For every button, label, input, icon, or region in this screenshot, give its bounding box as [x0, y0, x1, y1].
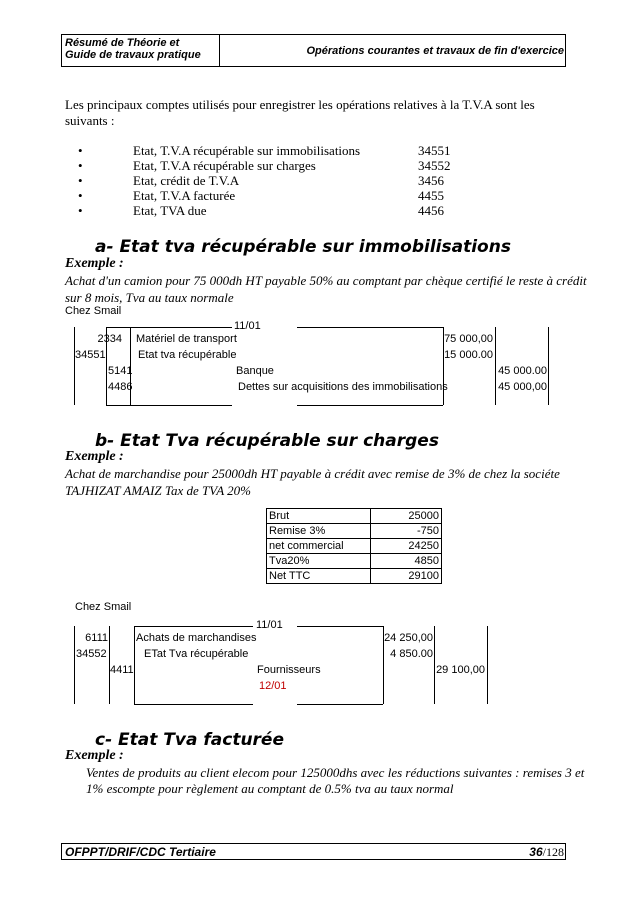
journal-b-company: Chez Smail — [75, 601, 132, 613]
journal-b-label: Fournisseurs — [257, 664, 321, 676]
section-c-text1: Ventes de produits au client elecom pour 125000dhs avec les réductions suivantes : remises 3 et — [86, 765, 585, 780]
intro-line2: suivants : — [65, 113, 115, 128]
account-label: Etat, crédit de T.V.A — [133, 173, 240, 188]
header-left — [65, 37, 201, 61]
account-label: Etat, TVA due — [133, 203, 207, 218]
calc-label: Remise 3% — [267, 524, 371, 539]
bullet: • — [78, 143, 83, 158]
intro-line1: Les principaux comptes utilisés pour enregistrer les opérations relatives à la T.V.A sont les — [65, 97, 535, 112]
calc-table — [266, 508, 442, 584]
journal-a-credit: 45 000.00 — [498, 365, 547, 377]
header-divider — [219, 34, 220, 67]
journal-a-acc: 5141 — [108, 365, 133, 377]
account-code: 4455 — [418, 188, 444, 203]
table-row — [267, 524, 442, 539]
journal-b-credit: 29 100,00 — [436, 664, 485, 676]
journal-a-acc: 34551 — [75, 349, 106, 361]
table-row — [267, 569, 442, 584]
account-code: 3456 — [418, 173, 444, 188]
journal-a-debit: 75 000,00 — [444, 333, 493, 345]
section-c-text2: 1% escompte pour règlement au comptant de 0.5% tva au taux normal — [86, 781, 454, 796]
bullet: • — [78, 158, 83, 173]
journal-a-date: 11/01 — [234, 320, 261, 332]
journal-a-col — [548, 327, 549, 405]
journal-b-label: Achats de marchandises — [136, 632, 257, 644]
section-c-title: c- Etat Tva facturée — [95, 730, 284, 750]
page-current: 36 — [529, 845, 543, 859]
journal-a-label: Matériel de transport — [136, 333, 237, 345]
journal-a-credit: 45 000,00 — [498, 381, 547, 393]
section-a-exemple: Exemple : — [65, 256, 124, 271]
header-left-line1: Résumé de Théorie et — [65, 37, 180, 49]
table-row — [267, 554, 442, 569]
table-row — [267, 539, 442, 554]
section-b-title: b- Etat Tva récupérable sur charges — [95, 431, 439, 451]
journal-b-topline-left — [134, 626, 253, 627]
journal-a-label: Etat tva récupérable — [138, 349, 237, 361]
calc-value: 25000 — [371, 509, 442, 524]
journal-a-label: Banque — [236, 365, 274, 377]
table-row — [267, 509, 442, 524]
account-label: Etat, T.V.A facturée — [133, 188, 236, 203]
section-a-title: a- Etat tva récupérable sur immobilisations — [95, 237, 511, 257]
journal-a-acc: 2334 — [97, 333, 122, 345]
journal-b-col — [487, 626, 488, 704]
account-code: 34552 — [418, 158, 451, 173]
journal-b-debit: 4 850.00 — [390, 648, 433, 660]
calc-value: 29100 — [371, 569, 442, 584]
journal-b-bottomline-left — [134, 704, 253, 705]
header-left-line2: Guide de travaux pratique — [65, 49, 201, 61]
section-c-exemple: Exemple : — [65, 748, 124, 763]
journal-b-col — [134, 626, 135, 704]
journal-b-acc: 4411 — [110, 664, 134, 676]
calc-label: Tva20% — [267, 554, 371, 569]
journal-b-acc: 34552 — [76, 648, 107, 660]
footer-left: OFPPT/DRIF/CDC Tertiaire — [65, 845, 216, 859]
calc-value: -750 — [371, 524, 442, 539]
calc-label: Net TTC — [267, 569, 371, 584]
page-number — [440, 845, 564, 860]
journal-b-date: 11/01 — [256, 619, 283, 631]
calc-value: 4850 — [371, 554, 442, 569]
journal-a-bottomline-left — [106, 405, 232, 406]
bullet: • — [78, 188, 83, 203]
journal-a-bottomline-right — [297, 405, 443, 406]
account-code: 34551 — [418, 143, 451, 158]
section-b-text2: TAJHIZAT AMAIZ Tax de TVA 20% — [65, 483, 251, 498]
journal-b-next-date: 12/01 — [259, 680, 287, 692]
journal-b-label: ETat Tva récupérable — [144, 648, 249, 660]
journal-a-topline-right — [297, 327, 443, 328]
section-a-text2: sur 8 mois, Tva au taux normale — [65, 290, 234, 305]
journal-a-acc: 4486 — [108, 381, 133, 393]
section-a-text1: Achat d'un camion pour 75 000dh HT payable 50% au comptant par chèque certifié le reste à crédit — [65, 273, 587, 288]
journal-a-debit: 15 000.00 — [444, 349, 493, 361]
calc-value: 24250 — [371, 539, 442, 554]
journal-a-company: Chez Smail — [65, 305, 122, 317]
page-total: /128 — [542, 845, 564, 859]
journal-b-debit: 24 250,00 — [384, 632, 433, 644]
account-label: Etat, T.V.A récupérable sur charges — [133, 158, 316, 173]
bullet: • — [78, 173, 83, 188]
journal-b-topline-right — [297, 626, 383, 627]
journal-b-bottomline-right — [297, 704, 383, 705]
calc-label: net commercial — [267, 539, 371, 554]
account-code: 4456 — [418, 203, 444, 218]
section-b-exemple: Exemple : — [65, 449, 124, 464]
bullet: • — [78, 203, 83, 218]
journal-a-label: Dettes sur acquisitions des immobilisations — [238, 381, 448, 393]
account-label: Etat, T.V.A récupérable sur immobilisations — [133, 143, 361, 158]
section-b-text1: Achat de marchandise pour 25000dh HT payable à crédit avec remise de 3% de chez la sociéte — [65, 466, 560, 481]
journal-b-acc: 6111 — [85, 632, 108, 644]
journal-a-topline-left — [106, 327, 232, 328]
header-right: Opérations courantes et travaux de fin d'exercice — [306, 45, 564, 57]
calc-label: Brut — [267, 509, 371, 524]
